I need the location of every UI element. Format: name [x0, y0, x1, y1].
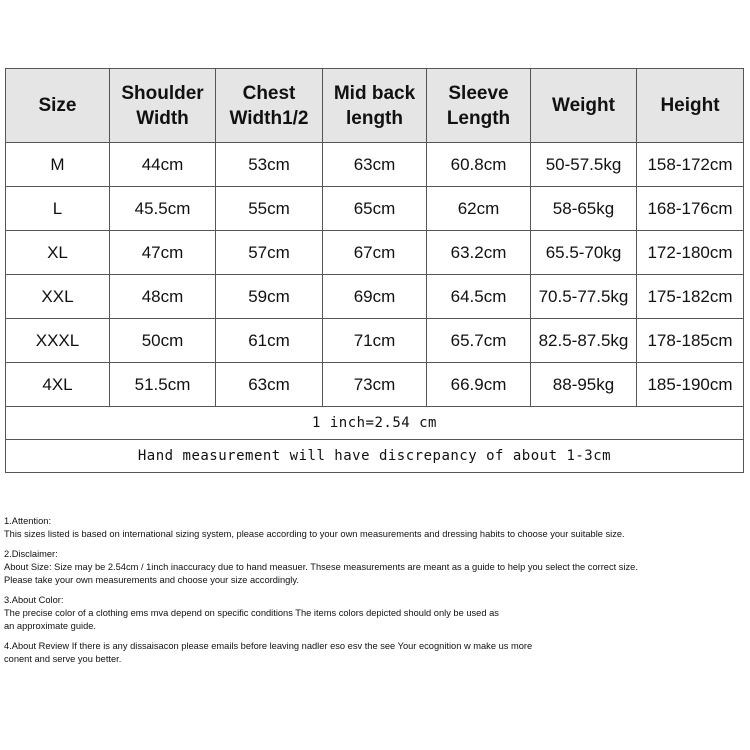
cell-sleeve: 66.9cm — [427, 363, 531, 407]
table-row — [6, 275, 744, 319]
header-size: Size — [6, 69, 110, 143]
note-disclaimer — [4, 548, 746, 587]
cell-chest: 61cm — [216, 319, 323, 363]
cell-size: M — [6, 143, 110, 187]
cell-height: 185-190cm — [637, 363, 744, 407]
header-row — [6, 69, 744, 143]
table-row — [6, 363, 744, 407]
note-heading: 1.Attention: — [4, 516, 52, 526]
table-row — [6, 187, 744, 231]
cell-sleeve: 65.7cm — [427, 319, 531, 363]
note-text: Please take your own measurements and choose your size accordingly. — [4, 575, 299, 585]
note-text: 4.About Review If there is any dissaisacon please emails before leaving nadler eso esv the see Your ecognition w make us more — [4, 641, 533, 651]
note-text: This sizes listed is based on international sizing system, please according to your own measurements and dressing habits to choose your suitable size. — [4, 529, 625, 539]
cell-size: 4XL — [6, 363, 110, 407]
note-text: The precise color of a clothing ems mva depend on specific conditions The items colors depicted should only be used as — [4, 608, 499, 618]
cell-size: XL — [6, 231, 110, 275]
cell-shoulder: 50cm — [110, 319, 216, 363]
cell-shoulder: 51.5cm — [110, 363, 216, 407]
note-text: About Size: Size may be 2.54cm / 1inch inaccuracy due to hand measuer. Thsese measurements are meant as a guide to help you select the correct size. — [4, 562, 638, 572]
cell-mid-back: 73cm — [323, 363, 427, 407]
cell-sleeve: 62cm — [427, 187, 531, 231]
cell-shoulder: 48cm — [110, 275, 216, 319]
cell-shoulder: 44cm — [110, 143, 216, 187]
discrepancy-note: Hand measurement will have discrepancy of about 1-3cm — [6, 440, 744, 473]
cell-size: XXL — [6, 275, 110, 319]
note-about-review — [4, 640, 746, 666]
cell-weight: 65.5-70kg — [531, 231, 637, 275]
cell-weight: 70.5-77.5kg — [531, 275, 637, 319]
note-about-color — [4, 594, 746, 633]
cell-weight: 50-57.5kg — [531, 143, 637, 187]
cell-weight: 88-95kg — [531, 363, 637, 407]
cell-shoulder: 45.5cm — [110, 187, 216, 231]
cell-shoulder: 47cm — [110, 231, 216, 275]
cell-mid-back: 67cm — [323, 231, 427, 275]
cell-size: L — [6, 187, 110, 231]
cell-height: 158-172cm — [637, 143, 744, 187]
header-height: Height — [637, 69, 744, 143]
cell-height: 172-180cm — [637, 231, 744, 275]
cell-mid-back: 71cm — [323, 319, 427, 363]
header-sleeve-length: Sleeve Length — [427, 69, 531, 143]
table-row — [6, 319, 744, 363]
note-text: conent and serve you better. — [4, 654, 122, 664]
header-mid-back-length: Mid back length — [323, 69, 427, 143]
size-chart-table — [5, 68, 744, 473]
notes-section — [4, 515, 746, 673]
table-row — [6, 143, 744, 187]
conversion-note: 1 inch=2.54 cm — [6, 407, 744, 440]
cell-sleeve: 63.2cm — [427, 231, 531, 275]
note-attention — [4, 515, 746, 541]
cell-mid-back: 69cm — [323, 275, 427, 319]
cell-height: 178-185cm — [637, 319, 744, 363]
cell-sleeve: 64.5cm — [427, 275, 531, 319]
cell-chest: 63cm — [216, 363, 323, 407]
header-weight: Weight — [531, 69, 637, 143]
cell-size: XXXL — [6, 319, 110, 363]
cell-sleeve: 60.8cm — [427, 143, 531, 187]
cell-chest: 53cm — [216, 143, 323, 187]
cell-height: 175-182cm — [637, 275, 744, 319]
cell-mid-back: 63cm — [323, 143, 427, 187]
cell-chest: 57cm — [216, 231, 323, 275]
conversion-note-row — [6, 407, 744, 440]
cell-weight: 58-65kg — [531, 187, 637, 231]
cell-chest: 59cm — [216, 275, 323, 319]
cell-height: 168-176cm — [637, 187, 744, 231]
cell-weight: 82.5-87.5kg — [531, 319, 637, 363]
table-row — [6, 231, 744, 275]
note-text: an approximate guide. — [4, 621, 96, 631]
cell-chest: 55cm — [216, 187, 323, 231]
header-shoulder-width: Shoulder Width — [110, 69, 216, 143]
note-heading: 3.About Color: — [4, 595, 64, 605]
note-heading: 2.Disclaimer: — [4, 549, 58, 559]
cell-mid-back: 65cm — [323, 187, 427, 231]
header-chest-width: Chest Width1/2 — [216, 69, 323, 143]
discrepancy-note-row — [6, 440, 744, 473]
